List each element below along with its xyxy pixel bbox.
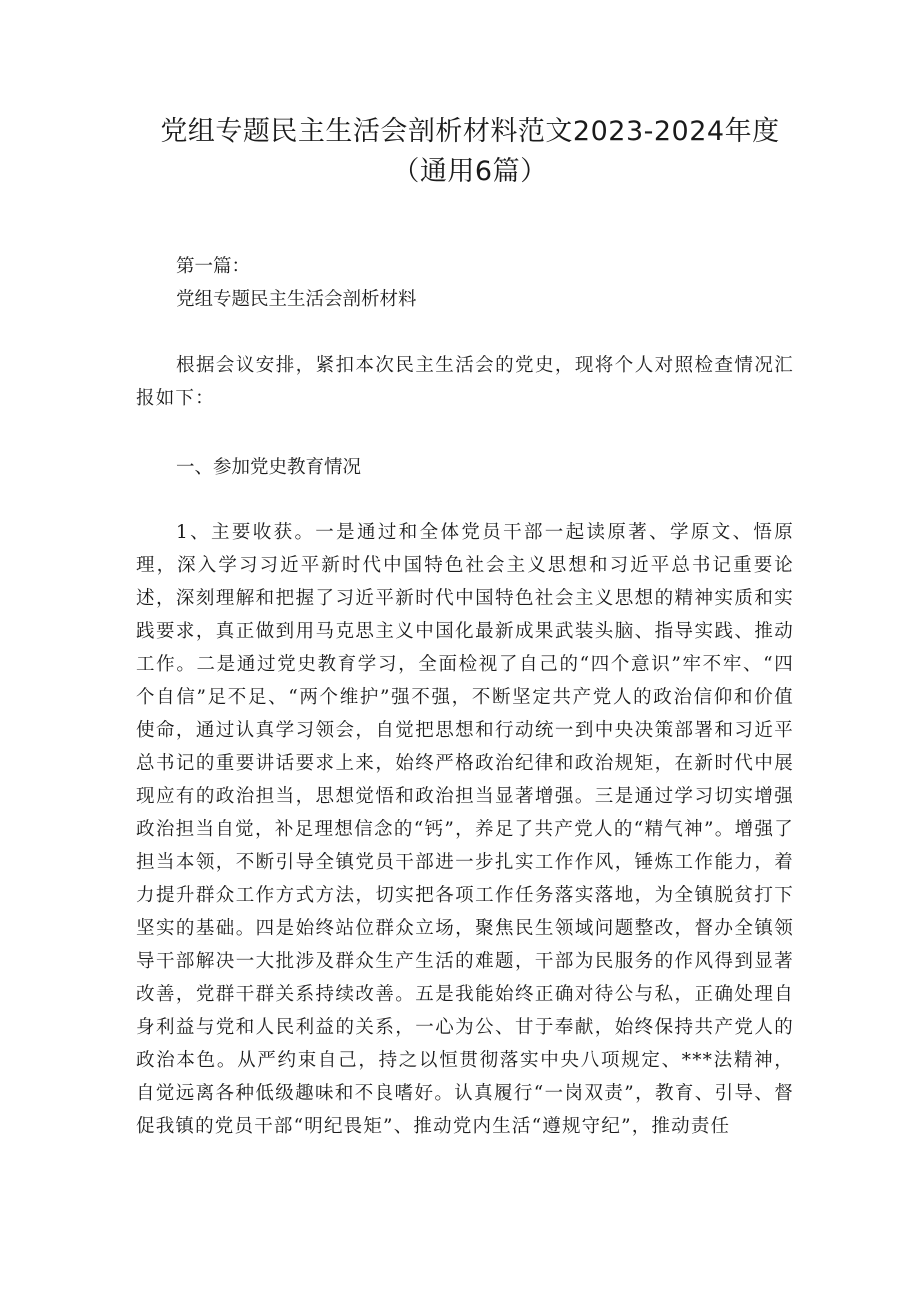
part-label: 第一篇：: [176, 256, 251, 277]
body-paragraph: 1、主要收获。一是通过和全体党员干部一起读原著、学原文、悟原理，深入学习习近平新时代中国特色社会主义思想和习近平总书记重要论述，深刻理解和把握了习近平新时代中国特色社会主义思想的精神实质和实践要求，真正做到用马克思主义中国化最新成果武装头脑、指导实践、推动工作。二是通过党史教育学习，全面检视了自己的“四个意识”牢不牢、“四个自信”足不足、“两个维护”强不强，不断坚定共产党人的政治信仰和价值使命，通过认真学习领会，自觉把思想和行动统一到中央决策部署和习近平总书记的重要讲话要求上来，始终严格政治纪律和政治规矩，在新时代中展现应有的政治担当，思想觉悟和政治担当显著增强。三是通过学习切实增强政治担当自觉，补足理想信念的“钙”，养足了共产党人的“精气神”。增强了担当本领，不断引导全镇党员干部进一步扎实工作作风，锤炼工作能力，着力提升群众工作方式方法，切实把各项工作任务落实落地，为全镇脱贫打下坚实的基础。四是始终站位群众立场，聚焦民生领域问题整改，督办全镇领导干部解决一大批涉及群众生产生活的难题，干部为民服务的作风得到显著改善，党群干群关系持续改善。五是我能始终正确对待公与私，正确处理自身利益与党和人民利益的关系，一心为公、甘于奉献，始终保持共产党人的政治本色。从严约束自己，持之以恒贯彻落实中央八项规定、***法精神，自觉远离各种低级趣味和不良嗜好。认真履行“一岗双责”，教育、引导、督促我镇的党员干部“明纪畏矩”、推动党内生活“遵规守纪”，推动责任: [136, 522, 794, 1137]
part-title: 党组专题民主生活会剖析材料: [176, 289, 417, 310]
section-heading: 一、参加党史教育情况: [176, 457, 362, 478]
document-title: 党组专题民主生活会剖析材料范文2023-2024年度（通用6篇）: [160, 116, 780, 187]
intro-paragraph: 根据会议安排，紧扣本次民主生活会的党史，现将个人对照检查情况汇报如下：: [136, 355, 794, 409]
